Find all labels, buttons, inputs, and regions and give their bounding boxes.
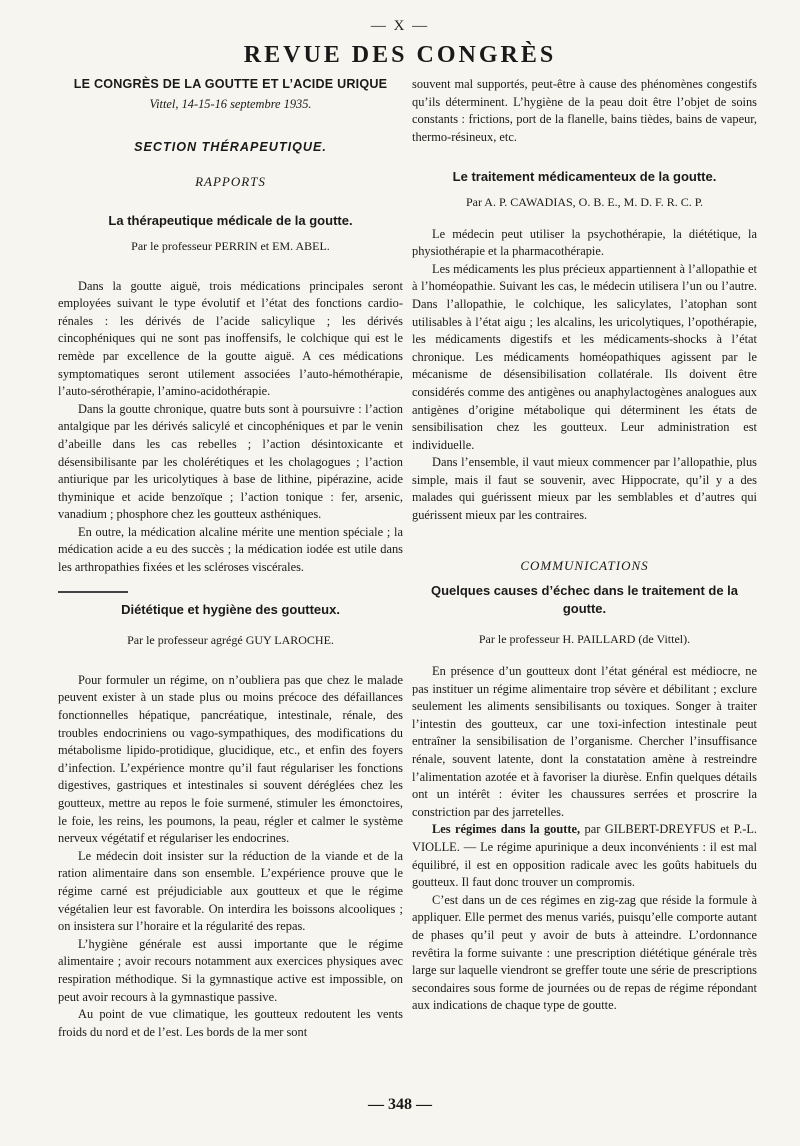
paragraph: Le médecin doit insister sur la réduction de la viande et de la ration alimentaire dans son ensemble. L’expérience prouve que le régime carné est préjudiciable aux goutteux et que le régime végétalien leur est favorable. On interdira les boissons alcooliques ; on insistera sur l’horaire et la régularité des repas. — [58, 848, 403, 934]
paragraph: L’hygiène générale est aussi importante que le régime alimentaire ; avoir recours notamment aux exercices physiques avec respiration méthodique. Si la gymnastique active est impossible, on peut avoir recours à la gymnastique passive. — [58, 936, 403, 1004]
right-column — [412, 76, 757, 1015]
article-byline: Par A. P. CAWADIAS, O. B. E., M. D. F. R. C. P. — [465, 194, 704, 209]
section-heading: SECTION THÉRAPEUTIQUE. — [134, 140, 327, 155]
communications-heading: COMMUNICATIONS — [520, 557, 649, 573]
paragraph — [412, 821, 757, 891]
congress-place: Vittel, 14-15-16 septembre 1935. — [149, 96, 312, 111]
paragraph: Dans la goutte chronique, quatre buts sont à poursuivre : l’action antalgique par les dérivés salicylé et cincophéniques et par le venin d’abeille dans les cas rebelles ; l’action désintoxicante et désensibilisante par les cholérétiques et les cholagogues ; l’action antiurique par les uricolytiques à base de lithine, pipérazine, acide thyminique et acide benzoïque ; l’action tonique : fer, arsenic, vanadium ; phosphore chez les goutteux asthéniques. — [58, 401, 403, 522]
roman-numeral-header: — X — — [370, 18, 430, 34]
paragraph: Le médecin peut utiliser la psychothérapie, la diététique, la physiothérapie et la pharmacothérapie. — [412, 226, 757, 259]
congress-title: LE CONGRÈS DE LA GOUTTE ET L’ACIDE URIQUE — [73, 77, 388, 91]
article-title: Le traitement médicamenteux de la goutte. — [452, 169, 717, 185]
paragraph: C’est dans un de ces régimes en zig-zag que réside la formule à appliquer. Elle permet des menus variés, puisqu’elle comporte autant de phases qu’il peut y avoir de buts à atteindre. L’ordonnance revêtira la forme suivante : une prescription diététique générale très large sur laquelle viendront se greffer toute une série de prescriptions secondaires sous forme de journées ou de repas de régime répondant aux indications de chaque type de goutte. — [412, 892, 757, 1013]
continued-paragraph: souvent mal supportés, peut-être à cause des phénomènes congestifs qu’ils déterminent. L’hygiène de la peau doit être l’objet de soins constants : frictions, port de la flanelle, bains tièdes, bains de vapeur, thermo-résineux, etc. — [412, 77, 757, 144]
inline-authors: par GILBERT-DREYFUS et P.-L. VIOLLE. — [412, 822, 757, 854]
paragraph: En outre, la médication alcaline mérite une mention spéciale ; la médication acide a eu des succès ; la médication iodée est utile dans les arthropathies fixées et les scléroses viscérales. — [58, 524, 403, 575]
masthead-title: REVUE DES CONGRÈS — [243, 42, 557, 68]
article-byline: Par le professeur H. PAILLARD (de Vittel). — [478, 632, 691, 647]
paragraph: Les médicaments les plus précieux appartiennent à l’allopathie et à l’homéopathie. Suivant les cas, le médecin utilisera l’un ou l’autre. Dans l’allopathie, le colchique, les salicylates, l’atophan sont utilisables à l’état aigu ; les alcalins, les uricolytiques, l’opothérapie, les médicaments digestifs et les médicaments-shocks à l’état chronique. Les médicaments homéopathiques agissent par le mécanisme de désensibilisation collatérale. Ils doivent être considérés comme des antigènes ou anaphylactogènes analogues aux antigènes d’origine métabolique qui déterminent les états de sensibilisation chez les goutteux. Leur administration est individuelle. — [412, 261, 757, 452]
paragraph: Au point de vue climatique, les goutteux redoutent les vents froids du nord et de l’est. Les bords de la mer sont — [58, 1007, 403, 1039]
article-byline: Par le professeur PERRIN et EM. ABEL. — [131, 238, 330, 253]
paragraph: Pour formuler un régime, on n’oubliera pas que chez le malade peuvent exister à un stade plus ou moins précoce des défaillances fonctionnelles hépatique, pancréatique, intestinale, rénale, des troubles endocriniens ou vago-sympathiques, des modifications du métabolisme lipido-protidique, glucidique, etc., et enfin des foyers d’infection. L’expérience montre qu’il faut régulariser les fonctions digestives, gastriques et intestinales si souvent déréglées chez les goutteux, mettre au repos le foie surmené, stimuler les émonctoires, le foie, les reins, les poumons, la peau, régler et calmer le système nerveux végétatif et régulariser les endocrines. — [58, 672, 403, 846]
article-title: Diététique et hygiène des goutteux. — [121, 601, 340, 617]
paragraph: Dans l’ensemble, il vaut mieux commencer par l’allopathie, plus simple, mais il faut se souvenir, avec Hippocrate, qu’il y a des malades qui guérissent mieux par les semblables et d’autres qui guérissent mieux par les contraires. — [412, 455, 757, 523]
page-number: — 348 — — [368, 1096, 432, 1113]
inline-text: — Le régime apurinique a deux inconvénients : il est mal équilibré, il est en opposition radicale avec les goûts habituels du goutteux. Il faut donc trouver un compromis. — [412, 839, 757, 890]
paragraph: Dans la goutte aiguë, trois médications principales seront employées suivant le type évolutif et l’état des fonctions cardio-rénales : les dérivés de l’acide salicylique ; les dérivés cincophéniques qui ne sont pas inoffensifs, le colchique qui est le remède par excellence de la goutte aiguë. A ces médications symptomatiques seront utilement associées l’auto-hémothérapie, l’auto-sérothérapie, l’amino-acidothérapie. — [58, 278, 403, 399]
inline-heading: Les régimes dans la goutte, — [432, 822, 581, 837]
subsection-heading: RAPPORTS — [195, 173, 266, 189]
article-byline: Par le professeur agrégé GUY LAROCHE. — [127, 633, 334, 648]
article-title: Quelques causes d’échec dans le traitement de la goutte. — [430, 583, 739, 616]
left-column — [58, 76, 403, 1041]
article-title: La thérapeutique médicale de la goutte. — [108, 213, 353, 229]
paragraph: En présence d’un goutteux dont l’état général est médiocre, ne pas instituer un régime alimentaire trop sévère et débilitant ; exclure seulement les aliments sensibilisants ou toxiques. Songer à traiter l’intestin des goutteux, car une toxi-infection intestinale peut entraîner la sensibilisation de l’organisme. Chercher l’insuffisance rénale, souvent latente, dont la constatation amène à restreindre l’alimentation azotée et à favoriser la diurèse. Enfin quelques détails ont un intérêt : éviter les chaussures serrées et proscrire la constriction par des jarretelles. — [412, 664, 757, 819]
